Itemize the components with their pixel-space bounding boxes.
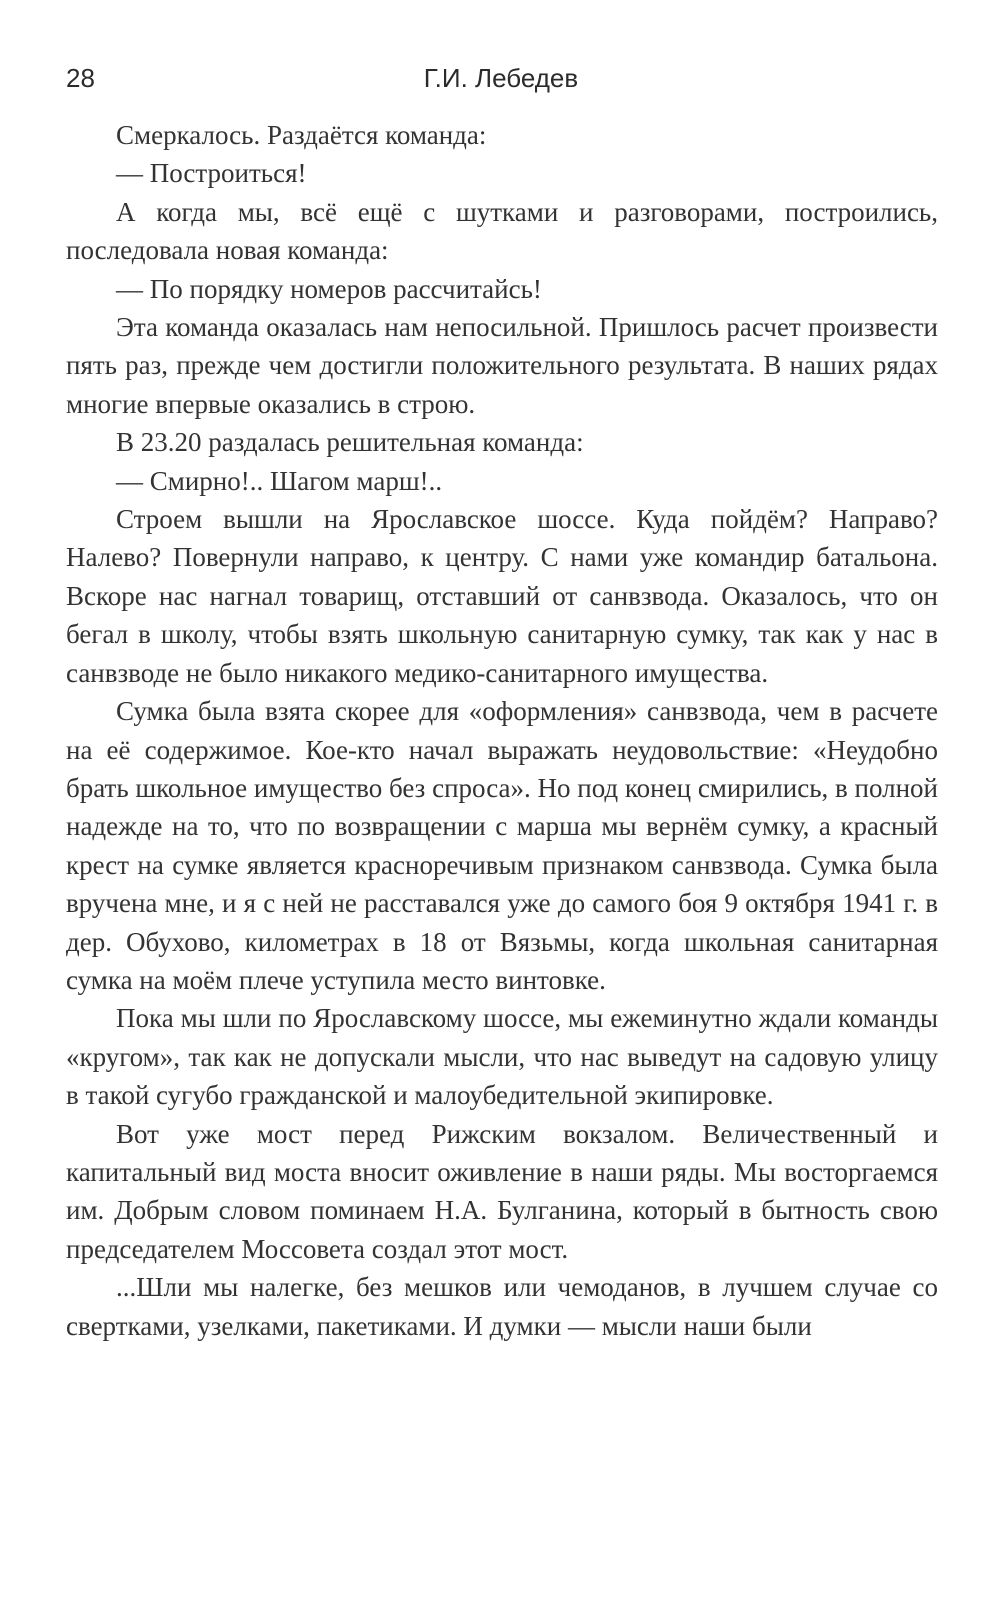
paragraph: Строем вышли на Ярославское шоссе. Куда пойдём? Направо? Налево? Повернули направо, к центру. С нами уже командир батальона. Вскоре нас нагнал товарищ, отставший от санвзвода. Оказалось, что он бегал в школу, чтобы взять школьную санитарную сумку, так как у нас в санвзводе не было никакого медико-санитарного имущества. [66, 504, 938, 688]
running-title: Г.И. Лебедев [423, 63, 579, 93]
paragraph: — Построиться! [116, 158, 307, 189]
paragraph: Эта команда оказалась нам непосильной. Пришлось расчет произвести пять раз, прежде чем достигли положительного результата. В наших рядах многие впервые оказались в строю. [66, 312, 938, 419]
page-number: 28 [66, 63, 95, 93]
paragraph: Пока мы шли по Ярославскому шоссе, мы ежеминутно ждали команды «кругом», так как не допускали мысли, что нас выведут на садовую улицу в такой сугубо гражданской и малоубедительной экипировке. [66, 1003, 938, 1111]
body-text [66, 116, 938, 1345]
paragraph: ...Шли мы налегке, без мешков или чемоданов, в лучшем случае со свертками, узелками, пакетиками. И думки — мысли наши были [66, 1272, 938, 1341]
paragraph: Сумка была взята скорее для «оформления» санвзвода, чем в расчете на её содержимое. Кое-кто начал выражать неудовольствие: «Неудобно брать школьное имущество без спроса». Но под конец смирились, в полной надежде на то, что по возвращении с марша мы вернём сумку, а красный крест на сумке является красноречивым признаком санвзвода. Сумка была вручена мне, и я с ней не расставался уже до самого боя 9 октября 1941 г. в дер. Обухово, километрах в 18 от Вязьмы, когда школьная санитарная сумка на моём плече уступила место винтовке. [66, 696, 938, 995]
paragraph: — Смирно!.. Шагом марш!.. [116, 465, 443, 496]
paragraph: Смеркалось. Раздаётся команда: [116, 120, 487, 150]
paragraph: — По порядку номеров рассчитайсь! [116, 273, 542, 304]
paragraph: А когда мы, всё ещё с шутками и разговорами, построились, последовала новая команда: [66, 196, 938, 266]
paragraph: В 23.20 раздалась решительная команда: [116, 427, 584, 458]
running-head [66, 58, 936, 98]
paragraph: Вот уже мост перед Рижским вокзалом. Величественный и капитальный вид моста вносит оживление в наши ряды. Мы восторгаемся им. Добрым словом поминаем Н.А. Булганина, который в бытность свою председателем Моссовета создал этот мост. [66, 1118, 938, 1264]
